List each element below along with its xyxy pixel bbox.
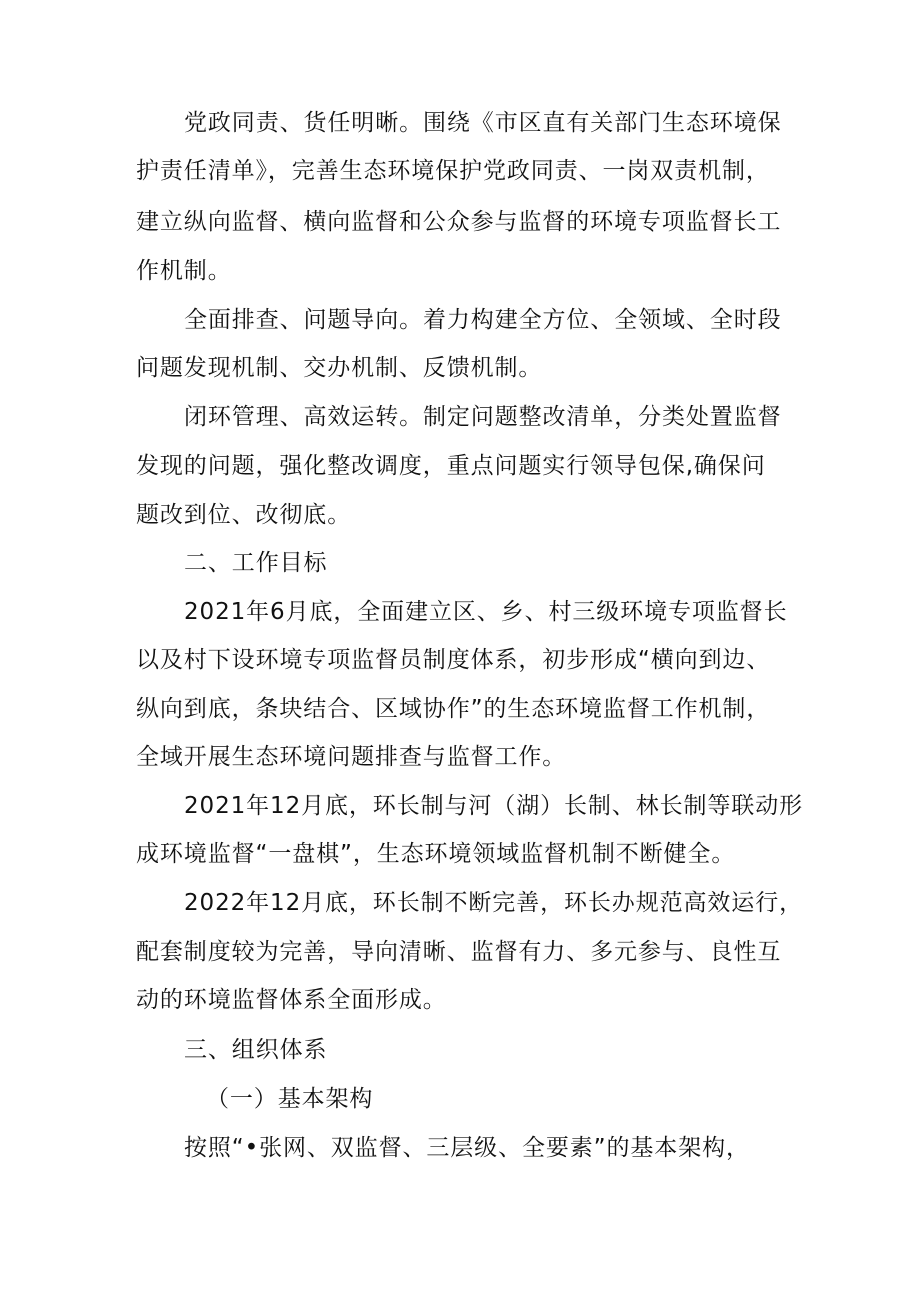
paragraph-line: 以及村下设环境专项监督员制度体系，初步形成“横向到边、 <box>136 647 771 673</box>
paragraph-line: 动的环境监督体系全面形成。 <box>136 987 447 1013</box>
paragraph-line: 全域开展生态环境问题排查与监督工作。 <box>136 744 567 770</box>
paragraph-line: 建立纵向监督、横向监督和公众参与监督的环境专项监督长工 <box>136 209 782 235</box>
paragraph-line: 问题发现机制、交办机制、反馈机制。 <box>136 355 543 381</box>
paragraph-line: 护责任清单》，完善生态环境保护党政同责、一岗双责机制， <box>136 158 770 184</box>
paragraph-line: 题改到位、改彻底。 <box>136 502 352 528</box>
paragraph-line: 党政同责、货任明晰。围绕《市区直有关部门生态环境保 <box>184 110 782 136</box>
paragraph-line: 2022年12月底，环长制不断完善，环长办规范高效运行， <box>184 890 803 916</box>
paragraph-line: 纵向到底，条块结合、区域协作”的生态环境监督工作机制， <box>136 696 771 722</box>
paragraph-line: 闭环管理、高效运转。制定问题整改清单，分类处置监督 <box>184 404 782 430</box>
paragraph-line: 作机制。 <box>136 258 232 284</box>
paragraph-line: 2021年6月底，全面建立区、乡、村三级环境专项监督长 <box>184 599 788 625</box>
paragraph-line: 发现的问题，强化整改调度，重点问题实行领导包保,确保问 <box>136 453 766 479</box>
section-heading: 二、工作目标 <box>184 550 328 576</box>
paragraph-line: 成环境监督“一盘棋”，生态环境领域监督机制不断健全。 <box>136 841 736 867</box>
paragraph-line: 配套制度较为完善，导向清晰、监督有力、多元参与、良性互 <box>136 939 782 965</box>
paragraph-line: 2021年12月底，环长制与河（湖）长制、林长制等联动形 <box>184 793 803 819</box>
paragraph-line: 按照“•张网、双监督、三层级、全要素”的基本架构， <box>184 1135 750 1161</box>
paragraph-line: 全面排查、问题导向。着力构建全方位、全领域、全时段 <box>184 307 782 333</box>
subsection-heading: （一）基本架构 <box>206 1086 374 1112</box>
section-heading: 三、组织体系 <box>184 1037 328 1063</box>
